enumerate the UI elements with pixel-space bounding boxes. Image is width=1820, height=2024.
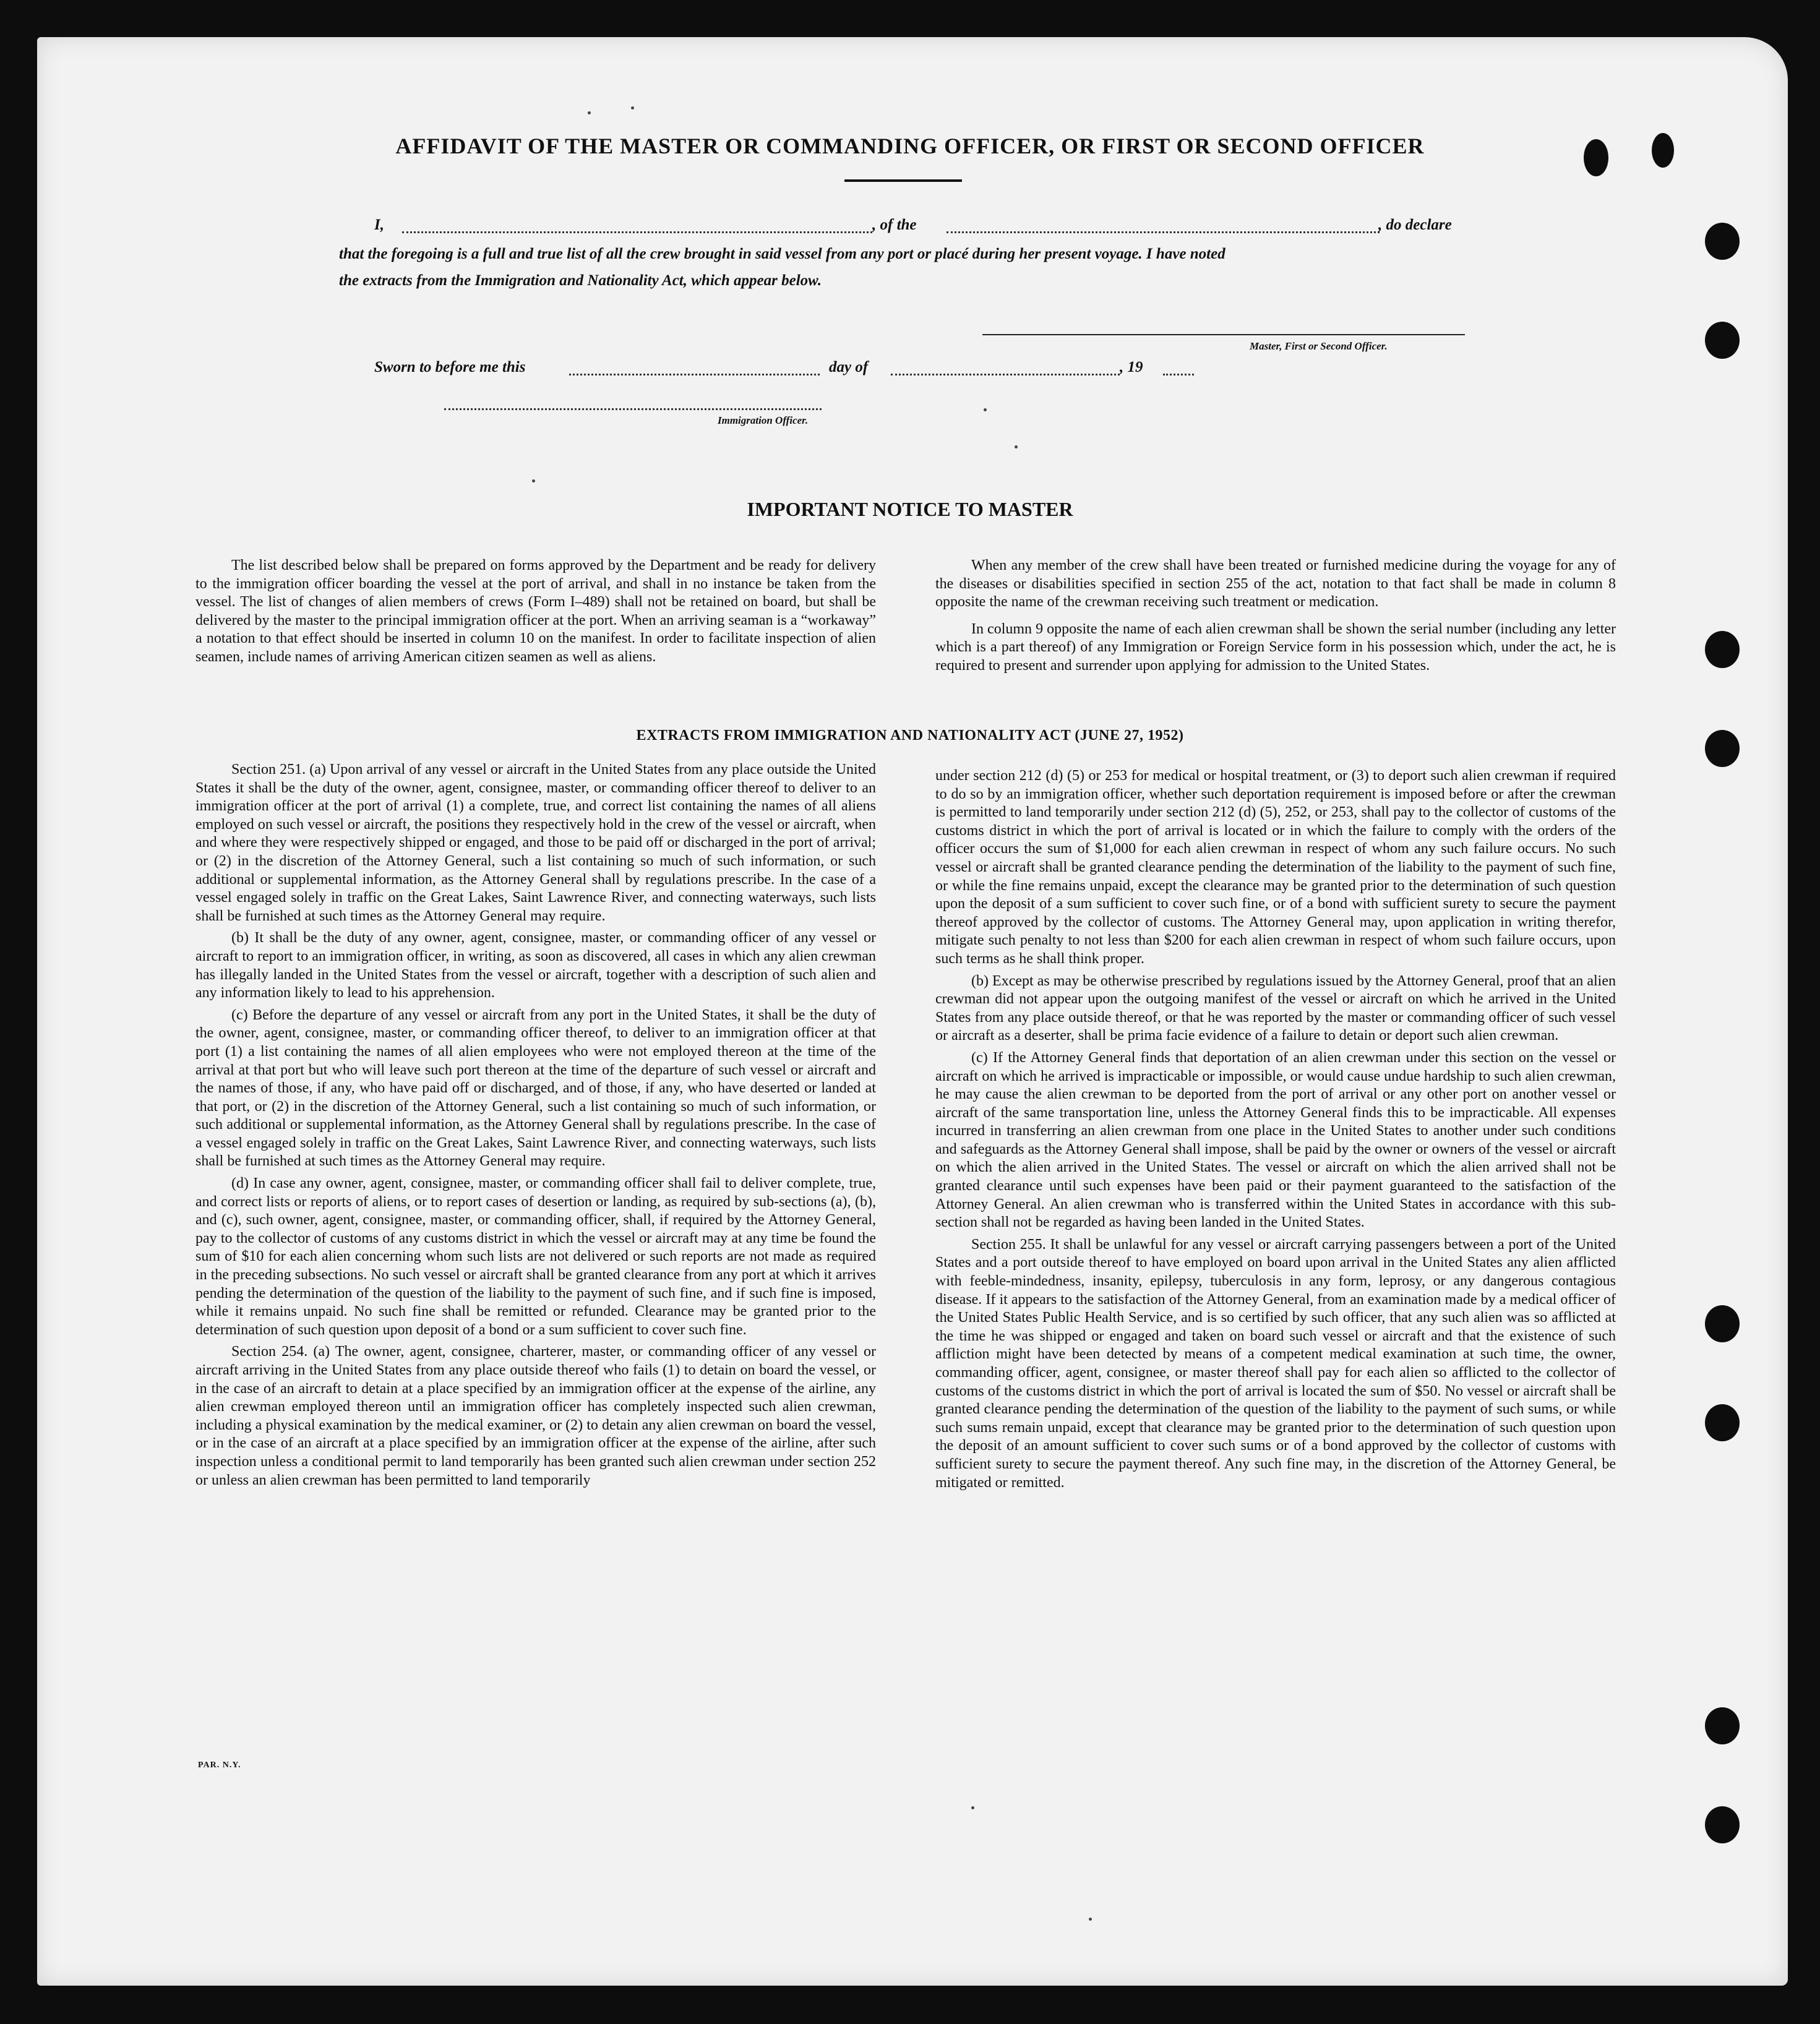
sworn-label: Sworn to before me this bbox=[374, 359, 526, 375]
section-254-a: Section 254. (a) The owner, agent, consignee, charterer, master, or commanding officer of any vessel or aircraft arriving in the United States from any place outside thereof who fails (1) to detain on board the vessel, or in the case of an aircraft to detain at a place specified by an immigration officer at the expense of the airline, any alien crewman employed thereon until an immigration officer has completely inspected such alien crewman, including a physical examination by the medical examiner, or (2) to detain any alien crewman on board the vessel, or in the case of an aircraft at a place specified by an immigration officer at the expense of the airline, after such inspection unless a conditional permit to land temporarily has been granted such alien crewman under section 252 or unless an alien crewman has been permitted to land temporarily bbox=[195, 1344, 876, 1488]
sworn-day-field[interactable] bbox=[569, 374, 820, 375]
sworn-month-field[interactable] bbox=[891, 374, 1120, 375]
binder-hole bbox=[1705, 1707, 1740, 1744]
binder-hole bbox=[1705, 223, 1740, 260]
officer-signature-label: Immigration Officer. bbox=[718, 414, 809, 426]
of-the-label: , of the bbox=[872, 217, 917, 233]
extracts-right-column bbox=[935, 767, 1616, 1496]
section-251-a: Section 251. (a) Upon arrival of any vessel or aircraft in the United States from any place outside the United States it shall be the duty of the owner, agent, consignee, master, or commanding officer thereof to deliver to an immigration officer at the port of arrival (1) a complete, true, and correct list containing the names of all aliens employed on such vessel or aircraft, the positions they respectively hold in the crew of the vessel or aircraft, when and where they were respectively shipped or engaged, and those to be paid off or discharged in the port of arrival; or (2) in the discretion of the Attorney General, such a list containing so much of such information, or such additional or supplemental information, as the Attorney General shall by regulations prescribe. In the case of a vessel engaged solely in traffic on the Great Lakes, Saint Lawrence River, and connecting waterways, such lists shall be furnished at such times as the Attorney General may require. bbox=[195, 761, 876, 924]
year-label: , 19 bbox=[1120, 359, 1143, 375]
speck bbox=[532, 479, 535, 482]
affidavit-title: AFFIDAVIT OF THE MASTER OR COMMANDING OFFICER, OR FIRST OR SECOND OFFICER bbox=[395, 134, 1425, 158]
declarant-name-field[interactable] bbox=[402, 231, 872, 233]
section-251-c: (c) Before the departure of any vessel or aircraft from any port in the United States, it shall be the duty of the owner, agent, consignee, master, or commanding officer thereof, to deliver to an immigration officer at that port (1) a list containing the names of all alien employees who were not employed thereon at the time of the arrival at that port but who will leave such port thereon at the time of the departure of such vessel or aircraft and the names of those, if any, who have paid off or discharged, and of those, if any, who have deserted or landed at that port, or (2) in the discretion of the Attorney General, such a list containing so much of such information, or such additional or supplemental information, as the Attorney General shall by regulations prescribe. In the case of a vessel engaged solely in traffic on the Great Lakes, Saint Lawrence River, and connecting waterways, such lists shall be furnished at such times as the Attorney General may require. bbox=[195, 1006, 876, 1170]
speck bbox=[1089, 1918, 1092, 1921]
notice-right-column bbox=[935, 557, 1616, 684]
sworn-year-field[interactable] bbox=[1163, 374, 1194, 375]
binder-hole bbox=[1705, 631, 1740, 668]
section-251-b: (b) It shall be the duty of any owner, agent, consignee, master, or commanding officer of any vessel or aircraft to report to an immigration officer, in writing, as soon as discovered, all cases in which any alien crewman has illegally landed in the United States from the vessel or aircraft, together with a description of such alien and any information likely to lead to his apprehension. bbox=[195, 930, 876, 1001]
speck bbox=[631, 106, 634, 109]
extracts-title: EXTRACTS FROM IMMIGRATION AND NATIONALITY ACT (JUNE 27, 1952) bbox=[636, 727, 1184, 744]
do-declare-label: , do declare bbox=[1378, 217, 1452, 233]
printer-mark: PAR. N.Y. bbox=[198, 1760, 241, 1770]
section-254-b: (b) Except as may be otherwise prescribed by regulations issued by the Attorney General, proof that an alien crewman did not appear upon the outgoing manifest of the vessel or aircraft on which he arrived in the United States from any place outside thereof, or that he was reported by the master or commanding officer of such vessel or aircraft as a deserter, shall be prima facie evidence of a failure to detain or deport such alien crewman. bbox=[935, 972, 1616, 1044]
declaration-text: that the foregoing is a full and true list of all the crew brought in said vessel from any port or placé during her present voyage. I have noted bbox=[339, 246, 1225, 262]
speck bbox=[588, 111, 591, 114]
binder-hole bbox=[1705, 1806, 1740, 1843]
notice-paragraph: The list described below shall be prepared on forms approved by the Department and be ready for delivery to the immigration officer boarding the vessel at the port of arrival, and shall in no instance be taken from the vessel. The list of changes of alien members of crews (Form I–489) shall not be retained on board, but shall be delivered by the master to the principal immigration officer at the port. When an arriving seaman is a “workaway” a notation to that effect should be inserted in column 10 on the manifest. In order to facilitate inspection of alien seamen, include names of arriving American citizen seamen as well as aliens. bbox=[195, 557, 876, 665]
binder-hole bbox=[1705, 1305, 1740, 1342]
vessel-name-field[interactable] bbox=[946, 231, 1380, 233]
declarant-label: I, bbox=[374, 217, 384, 233]
notice-paragraph: In column 9 opposite the name of each alien crewman shall be shown the serial number (including any letter which is a part thereof) of any Immigration or Foreign Service form in his possession which, under the act, he is required to present and surrender upon applying for admission to the United States. bbox=[935, 620, 1616, 674]
extracts-left-column bbox=[195, 761, 876, 1493]
speck bbox=[971, 1806, 974, 1809]
master-signature-label: Master, First or Second Officer. bbox=[1250, 340, 1388, 352]
speck bbox=[984, 408, 987, 411]
title-rule bbox=[844, 179, 962, 182]
declaration-text: the extracts from the Immigration and Nationality Act, which appear below. bbox=[339, 272, 822, 289]
section-255: Section 255. It shall be unlawful for any vessel or aircraft carrying passengers between a port of the United States and a port outside thereof to have employed on board upon arrival in the United States any alien afflicted with feeble-mindedness, insanity, epilepsy, tuberculosis in any form, leprosy, or any dangerous contagious disease. If it appears to the satisfaction of the Attorney General, from an examination made by a medical officer of the United States Public Health Service, and is so certified by such officer, that any such alien was so afflicted at the time he was shipped or engaged and taken on board such vessel or aircraft and that the existence of such affliction might have been detected by means of a competent medical examination at such time, the owner, commanding officer, agent, consignee, or master thereof shall pay for each alien so afflicted to the collector of customs of the customs district in which the port of arrival is located the sum of $50. No vessel or aircraft shall be granted clearance pending the determination of the question of the liability to the payment of such sums, or while such sums remain unpaid, except that clearance may be granted prior to the determination of such question upon the deposit of an amount sufficient to cover such sums or of a bond approved by the collector of customs with sufficient surety to secure the payment thereof. Any such fine may, in the discretion of the Attorney General, be mitigated or remitted. bbox=[935, 1236, 1616, 1491]
section-254-a-continued: under section 212 (d) (5) or 253 for medical or hospital treatment, or (3) to deport such alien crewman if required to do so by an immigration officer, whether such deportation requirement is imposed before or after the crewman is permitted to land temporarily under section 212 (d) (5), 252, or 253, shall pay to the collector of customs of the customs district in which the port of arrival is located or in which the failure to comply with the orders of the officer occurs the sum of $1,000 for each alien crewman in respect of whom any such failure occurs. No such vessel or aircraft shall be granted clearance pending the determination of the liability to the payment of such fine, or while the fine remains unpaid, except the clearance may be granted prior to the determination of such question upon the deposit of a sum sufficient to cover such fine, or of a bond with sufficient surety to secure the payment thereof approved by the collector of customs. The Attorney General may, upon application in writing therefor, mitigate such penalty to not less than $200 for each alien crewman in respect of whom such failure occurs, upon such terms as he shall think proper. bbox=[935, 768, 1616, 967]
section-254-c: (c) If the Attorney General finds that deportation of an alien crewman under this section on the vessel or aircraft on which he arrived is impracticable or impossible, or would cause undue hardship to such alien crewman, he may cause the alien crewman to be deported from the port of arrival or any other port on another vessel or aircraft of the same transportation line, unless the Attorney General finds this to be impracticable. All expenses incurred in transferring an alien crewman from one place in the United States to another under such conditions and safeguards as the Attorney General shall impose, shall be paid by the owner or owners of the vessel or aircraft on which the alien arrived in the United States. The vessel or aircraft on which the alien arrived shall not be granted clearance until such expenses have been paid or their payment guaranteed to the satisfaction of the Attorney General. An alien crewman who is transferred within the United States in accordance with this sub-section shall not be regarded as having been landed in the United States. bbox=[935, 1049, 1616, 1231]
speck bbox=[1015, 445, 1018, 448]
binder-hole bbox=[1705, 1404, 1740, 1441]
binder-hole bbox=[1705, 322, 1740, 359]
notice-title: IMPORTANT NOTICE TO MASTER bbox=[747, 498, 1073, 520]
officer-signature-line[interactable] bbox=[444, 408, 822, 410]
section-251-d: (d) In case any owner, agent, consignee, master, or commanding officer shall fail to deliver complete, true, and correct lists or reports of aliens, or to report cases of desertion or landing, as required by sub-sections (a), (b), and (c), such owner, agent, consignee, master, or commanding officer, shall, if required by the Attorney General, pay to the collector of customs of any customs district in which the vessel or aircraft may at any time be found the sum of $10 for each alien concerning whom such lists are not delivered or such reports are not made as required in the preceding subsections. No such vessel or aircraft shall be granted clearance from any port at which it arrives pending the determination of the question of the liability to the payment of such fine, and if such fine is imposed, while it remains unpaid. No such fine shall be remitted or refunded. Clearance may be granted prior to the determination of such question upon deposit of a bond or a sum sufficient to cover such fine. bbox=[195, 1175, 876, 1338]
notice-paragraph: When any member of the crew shall have been treated or furnished medicine during the voyage for any of the diseases or disabilities specified in section 255 of the act, notation to that fact shall be made in column 8 opposite the name of the crewman receiving such treatment or medication. bbox=[935, 557, 1616, 611]
day-of-label: day of bbox=[829, 359, 869, 375]
notice-left-column bbox=[195, 557, 876, 675]
master-signature-line[interactable] bbox=[982, 334, 1465, 335]
